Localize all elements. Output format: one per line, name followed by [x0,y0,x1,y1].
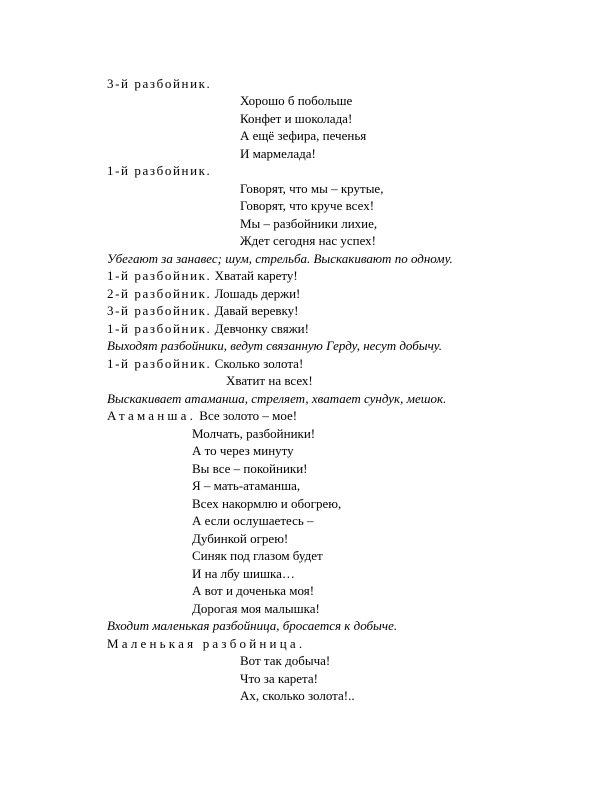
dialogue-line [107,355,303,372]
speaker-name: 2-й разбойник. [107,286,212,301]
verse-line: А вот и доченька моя! [192,583,315,598]
verse-line: Я – мать-атаманша, [192,478,301,493]
speaker-name: 1-й разбойник. [107,163,212,178]
verse-line: Всех накормлю и обогрею, [192,496,342,511]
speaker-name: Маленькая разбойница. [107,636,306,651]
verse-line: И мармелада! [240,146,316,161]
verse-line: Мы – разбойники лихие, [240,216,378,231]
verse-line: Что за карета! [240,671,318,686]
verse-line: Говорят, что мы – крутые, [240,181,384,196]
verse-line: А ещё зефира, печенья [240,128,367,143]
stage-direction: Входит маленькая разбойница, бросается к добыче. [107,618,398,633]
verse-line: Дубинкой огрею! [192,531,289,546]
speaker-name: 1-й разбойник. [107,268,212,283]
stage-direction: Выходят разбойники, ведут связанную Герду, несут добычу. [107,338,443,353]
dialogue-text: Все золото – мое! [196,408,298,423]
speaker-name: 1-й разбойник. [107,356,212,371]
stage-direction: Выскакивает атаманша, стреляет, хватает сундук, мешок. [107,391,447,406]
verse-line: Ждет сегодня нас успех! [240,233,376,248]
verse-line: Хватит на всех! [226,373,313,388]
verse-line: Ах, сколько золота!.. [240,688,355,703]
verse-line: Вот так добыча! [240,653,331,668]
speaker-name: 3-й разбойник. [107,303,212,318]
verse-line: Конфет и шоколада! [240,111,353,126]
verse-line: Молчать, разбойники! [192,426,316,441]
verse-line: Говорят, что круче всех! [240,198,375,213]
speaker-name: Атаманша. [107,408,197,423]
dialogue-text: Сколько золота! [211,356,304,371]
speaker-name: 3-й разбойник. [107,76,212,91]
verse-line: А то через минуту [192,443,294,458]
dialogue-line [107,407,297,424]
stage-direction: Убегают за занавес; шум, стрельба. Выскакивают по одному. [107,251,453,266]
dialogue-text: Давай веревку! [211,303,299,318]
verse-line: Вы все – покойники! [192,461,308,476]
verse-line: И на лбу шишка… [192,566,295,581]
verse-line: Синяк под глазом будет [192,548,323,563]
dialogue-line [107,302,298,319]
dialogue-text: Лошадь держи! [211,286,301,301]
speaker-name: 1-й разбойник. [107,321,212,336]
dialogue-line [107,285,300,302]
dialogue-line [107,320,309,337]
dialogue-text: Девчонку свяжи! [211,321,309,336]
verse-line: Хорошо б побольше [240,93,353,108]
verse-line: Дорогая моя малышка! [192,601,320,616]
dialogue-line [107,267,298,284]
verse-line: А если ослушаетесь – [192,513,314,528]
dialogue-text: Хватай карету! [211,268,298,283]
